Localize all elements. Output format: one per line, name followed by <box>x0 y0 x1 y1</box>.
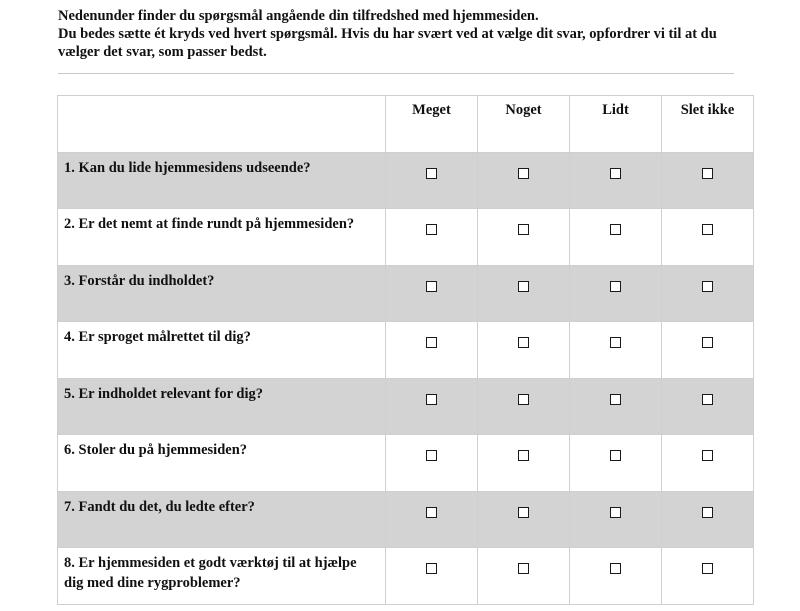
question-row-3 <box>58 265 754 322</box>
question-text: 2. Er det nemt at finde rundt på hjemmesiden? <box>58 209 386 266</box>
column-header-slet-ikke: Slet ikke <box>662 96 754 153</box>
checkbox-q2-lidt[interactable] <box>610 224 621 235</box>
checkbox-q6-noget[interactable] <box>518 450 529 461</box>
answer-cell <box>570 322 662 379</box>
checkbox-q7-noget[interactable] <box>518 507 529 518</box>
answer-cell <box>662 152 754 209</box>
checkbox-q8-meget[interactable] <box>426 563 437 574</box>
answer-cell <box>570 209 662 266</box>
checkbox-q5-meget[interactable] <box>426 394 437 405</box>
survey-table <box>57 95 754 605</box>
answer-cell <box>570 435 662 492</box>
checkbox-q1-slet-ikke[interactable] <box>702 168 713 179</box>
question-text: 6. Stoler du på hjemmesiden? <box>58 435 386 492</box>
checkbox-q7-slet-ikke[interactable] <box>702 507 713 518</box>
checkbox-q3-noget[interactable] <box>518 281 529 292</box>
answer-cell <box>662 435 754 492</box>
column-header-meget: Meget <box>386 96 478 153</box>
question-text: 5. Er indholdet relevant for dig? <box>58 378 386 435</box>
checkbox-q1-noget[interactable] <box>518 168 529 179</box>
checkbox-q7-meget[interactable] <box>426 507 437 518</box>
answer-cell <box>386 265 478 322</box>
question-row-7 <box>58 491 754 548</box>
answer-cell <box>386 378 478 435</box>
checkbox-q3-slet-ikke[interactable] <box>702 281 713 292</box>
checkbox-q5-slet-ikke[interactable] <box>702 394 713 405</box>
checkbox-q4-noget[interactable] <box>518 337 529 348</box>
checkbox-q8-slet-ikke[interactable] <box>702 563 713 574</box>
answer-cell <box>478 435 570 492</box>
answer-cell <box>570 378 662 435</box>
checkbox-q3-meget[interactable] <box>426 281 437 292</box>
checkbox-q1-lidt[interactable] <box>610 168 621 179</box>
answer-cell <box>662 209 754 266</box>
checkbox-q3-lidt[interactable] <box>610 281 621 292</box>
header-row <box>58 96 754 153</box>
checkbox-q4-meget[interactable] <box>426 337 437 348</box>
header-blank-cell <box>58 96 386 153</box>
question-text: 8. Er hjemmesiden et godt værktøj til at hjælpe dig med dine rygproblemer? <box>58 548 386 605</box>
question-row-5 <box>58 378 754 435</box>
answer-cell <box>386 435 478 492</box>
answer-cell <box>662 548 754 605</box>
answer-cell <box>662 265 754 322</box>
question-text: 7. Fandt du det, du ledte efter? <box>58 491 386 548</box>
answer-cell <box>478 548 570 605</box>
answer-cell <box>478 491 570 548</box>
answer-cell <box>478 265 570 322</box>
column-header-noget: Noget <box>478 96 570 153</box>
answer-cell <box>386 322 478 379</box>
checkbox-q6-meget[interactable] <box>426 450 437 461</box>
column-header-lidt: Lidt <box>570 96 662 153</box>
answer-cell <box>570 548 662 605</box>
intro-line-1: Nedenunder finder du spørgsmål angående din tilfredshed med hjemmesiden. <box>58 8 539 24</box>
checkbox-q4-lidt[interactable] <box>610 337 621 348</box>
answer-cell <box>478 378 570 435</box>
intro-text <box>58 7 758 61</box>
checkbox-q4-slet-ikke[interactable] <box>702 337 713 348</box>
checkbox-q8-lidt[interactable] <box>610 563 621 574</box>
answer-cell <box>478 152 570 209</box>
divider <box>58 73 734 74</box>
answer-cell <box>662 491 754 548</box>
checkbox-q7-lidt[interactable] <box>610 507 621 518</box>
answer-cell <box>386 548 478 605</box>
checkbox-q6-slet-ikke[interactable] <box>702 450 713 461</box>
answer-cell <box>570 265 662 322</box>
checkbox-q6-lidt[interactable] <box>610 450 621 461</box>
answer-cell <box>662 322 754 379</box>
question-row-4 <box>58 322 754 379</box>
answer-cell <box>478 209 570 266</box>
intro-line-2: Du bedes sætte ét kryds ved hvert spørgsmål. Hvis du har svært ved at vælge dit svar, opfordrer vi til at du vælger det svar, som passer bedst. <box>58 26 717 60</box>
answer-cell <box>662 378 754 435</box>
answer-cell <box>570 491 662 548</box>
checkbox-q2-slet-ikke[interactable] <box>702 224 713 235</box>
question-row-6 <box>58 435 754 492</box>
question-row-2 <box>58 209 754 266</box>
question-row-8 <box>58 548 754 605</box>
checkbox-q8-noget[interactable] <box>518 563 529 574</box>
checkbox-q5-noget[interactable] <box>518 394 529 405</box>
checkbox-q2-meget[interactable] <box>426 224 437 235</box>
answer-cell <box>478 322 570 379</box>
answer-cell <box>386 491 478 548</box>
question-text: 4. Er sproget målrettet til dig? <box>58 322 386 379</box>
answer-cell <box>386 152 478 209</box>
answer-cell <box>570 152 662 209</box>
checkbox-q2-noget[interactable] <box>518 224 529 235</box>
checkbox-q5-lidt[interactable] <box>610 394 621 405</box>
question-text: 3. Forstår du indholdet? <box>58 265 386 322</box>
answer-cell <box>386 209 478 266</box>
checkbox-q1-meget[interactable] <box>426 168 437 179</box>
question-text: 1. Kan du lide hjemmesidens udseende? <box>58 152 386 209</box>
question-row-1 <box>58 152 754 209</box>
